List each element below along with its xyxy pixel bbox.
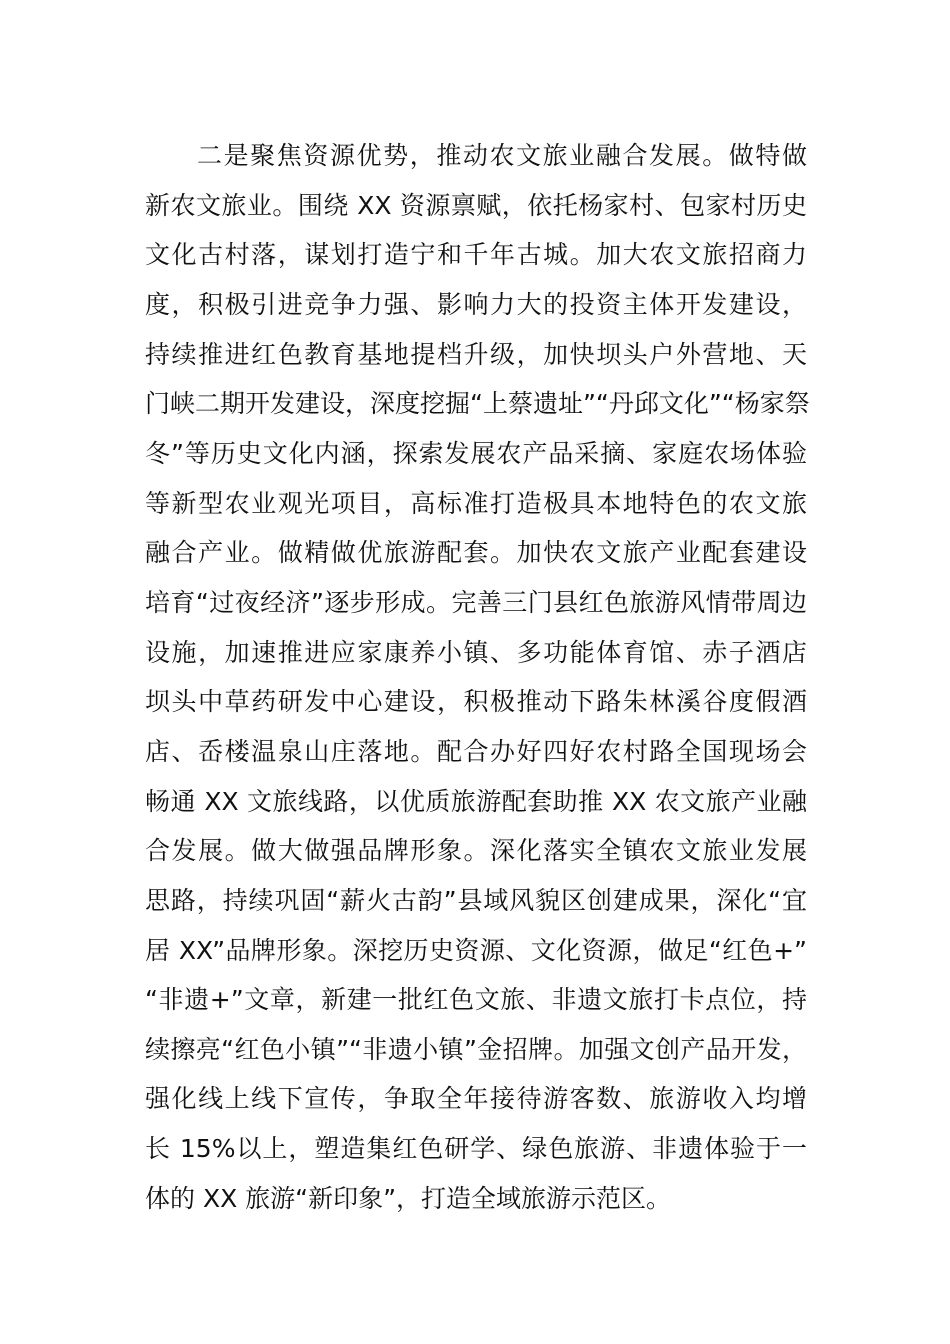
text-line: 强化线上线下宣传，争取全年接待游客数、旅游收入均增	[145, 1084, 807, 1114]
text-line: 畅通 XX 文旅线路，以优质旅游配套助推 XX 农文旅产业融	[145, 786, 807, 816]
text-line: 店、岙楼温泉山庄落地。配合办好四好农村路全国现场会	[145, 736, 807, 766]
text-line: 体的 XX 旅游“新印象”，打造全域旅游示范区。	[145, 1183, 672, 1213]
text-line: 培育“过夜经济”逐步形成。完善三门县红色旅游风情带周边	[145, 587, 807, 617]
text-line: 合发展。做大做强品牌形象。深化落实全镇农文旅业发展	[145, 836, 807, 866]
text-line: 新农文旅业。围绕 XX 资源禀赋，依托杨家村、包家村历史	[145, 190, 807, 220]
text-line: 等新型农业观光项目，高标准打造极具本地特色的农文旅	[145, 488, 807, 518]
text-line: “非遗+”文章，新建一批红色文旅、非遗文旅打卡点位，持	[145, 985, 807, 1015]
text-line: 设施，加速推进应家康养小镇、多功能体育馆、赤子酒店	[145, 637, 807, 667]
text-line: 续擦亮“红色小镇”“非遗小镇”金招牌。加强文创产品开发，	[145, 1034, 807, 1064]
text-line: 二是聚焦资源优势，推动农文旅业融合发展。做特做	[197, 141, 807, 170]
paragraph	[145, 131, 810, 1223]
text-line: 融合产业。做精做优旅游配套。加快农文旅产业配套建设	[145, 538, 807, 568]
text-line: 文化古村落，谋划打造宁和千年古城。加大农文旅招商力	[145, 240, 807, 270]
text-line: 门峡二期开发建设，深度挖掘“上蔡遗址”“丹邱文化”“杨家祭	[145, 389, 810, 419]
text-line: 坝头中草药研发中心建设，积极推动下路朱林溪谷度假酒	[145, 687, 807, 717]
text-line: 长 15%以上，塑造集红色研学、绿色旅游、非遗体验于一	[145, 1134, 807, 1164]
text-line: 持续推进红色教育基地提档升级，加快坝头户外营地、天	[145, 339, 807, 369]
text-line: 居 XX”品牌形象。深挖历史资源、文化资源，做足“红色+”	[145, 935, 807, 965]
text-line: 思路，持续巩固“薪火古韵”县域风貌区创建成果，深化“宜	[145, 885, 807, 915]
text-line: 度，积极引进竞争力强、影响力大的投资主体开发建设，	[145, 289, 807, 319]
text-line: 冬”等历史文化内涵，探索发展农产品采摘、家庭农场体验	[145, 438, 807, 468]
